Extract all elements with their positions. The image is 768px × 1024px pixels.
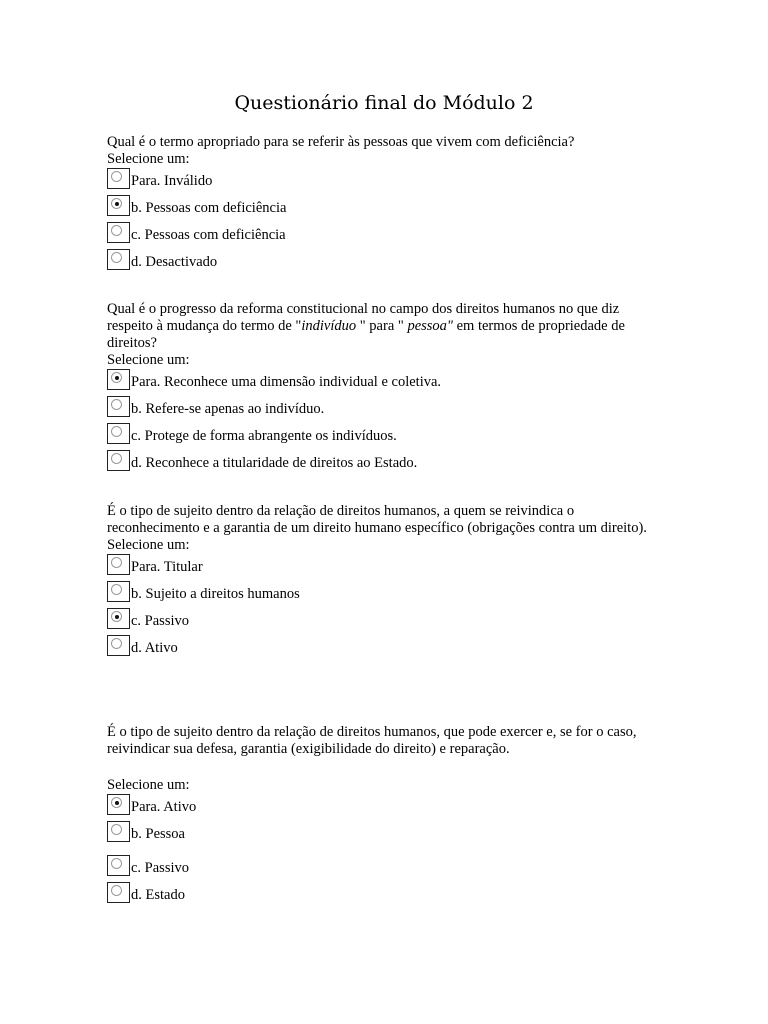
checkbox-frame <box>107 794 130 815</box>
answer-option-a[interactable] <box>107 168 667 195</box>
option-label: Para. Titular <box>131 559 203 575</box>
question-text-part: " para " <box>356 318 408 334</box>
answer-option-d[interactable] <box>107 882 667 909</box>
answer-option-b[interactable] <box>107 396 667 423</box>
option-label: c. Passivo <box>131 613 189 629</box>
checkbox-frame <box>107 821 130 842</box>
select-one-label: Selecione um: <box>107 537 190 553</box>
option-label: c. Passivo <box>131 860 189 876</box>
radio-button-icon[interactable] <box>111 372 122 383</box>
option-label: d. Desactivado <box>131 254 218 270</box>
question-text: É o tipo de sujeito dentro da relação de direitos humanos, a quem se reivindica o reconhecimento e a garantia de um direito humano específico (obrigações contra um direito). <box>107 503 647 536</box>
radio-button-icon[interactable] <box>111 611 122 622</box>
checkbox-frame <box>107 249 130 270</box>
select-one-label: Selecione um: <box>107 777 190 793</box>
checkbox-frame <box>107 369 130 390</box>
radio-button-icon[interactable] <box>111 426 122 437</box>
radio-button-icon[interactable] <box>111 198 122 209</box>
checkbox-frame <box>107 608 130 629</box>
radio-button-icon[interactable] <box>111 399 122 410</box>
checkbox-frame <box>107 554 130 575</box>
option-label: c. Protege de forma abrangente os indivíduos. <box>131 428 397 444</box>
radio-button-icon[interactable] <box>111 858 122 869</box>
answer-option-d[interactable] <box>107 635 667 662</box>
question-4 <box>107 724 667 909</box>
answer-option-b[interactable] <box>107 581 667 608</box>
option-label: b. Sujeito a direitos humanos <box>131 586 300 602</box>
option-label: b. Pessoa <box>131 826 185 842</box>
radio-button-icon[interactable] <box>111 252 122 263</box>
answer-option-a[interactable] <box>107 554 667 581</box>
radio-button-icon[interactable] <box>111 171 122 182</box>
radio-button-icon[interactable] <box>111 797 122 808</box>
option-label: b. Pessoas com deficiência <box>131 200 287 216</box>
question-text: É o tipo de sujeito dentro da relação de direitos humanos, que pode exercer e, se for o caso, reivindicar sua defesa, garantia (exigibilidade do direito) e reparação. <box>107 724 637 757</box>
answer-option-a[interactable] <box>107 369 667 396</box>
checkbox-frame <box>107 855 130 876</box>
option-label: Para. Ativo <box>131 799 197 815</box>
question-text-part: em termos de propriedade de direitos? <box>107 318 625 351</box>
question-3 <box>107 503 667 662</box>
select-one-label: Selecione um: <box>107 352 190 368</box>
checkbox-frame <box>107 635 130 656</box>
page-title: Questionário final do Módulo 2 <box>234 92 534 114</box>
checkbox-frame <box>107 423 130 444</box>
option-label: d. Reconhece a titularidade de direitos ao Estado. <box>131 455 418 471</box>
option-label: Para. Reconhece uma dimensão individual e coletiva. <box>131 374 442 390</box>
answer-option-c[interactable] <box>107 222 667 249</box>
question-text <box>107 301 667 352</box>
radio-button-icon[interactable] <box>111 453 122 464</box>
radio-button-icon[interactable] <box>111 824 122 835</box>
answer-option-b[interactable] <box>107 195 667 222</box>
answer-option-d[interactable] <box>107 249 667 276</box>
option-label: d. Estado <box>131 887 185 903</box>
answer-option-c[interactable] <box>107 423 667 450</box>
answer-option-c[interactable] <box>107 608 667 635</box>
option-label: d. Ativo <box>131 640 178 656</box>
answer-option-a[interactable] <box>107 794 667 821</box>
answer-option-b[interactable] <box>107 821 667 855</box>
question-text-italic: pessoa" <box>407 318 453 334</box>
radio-button-icon[interactable] <box>111 638 122 649</box>
checkbox-frame <box>107 195 130 216</box>
answer-option-d[interactable] <box>107 450 667 477</box>
option-label: c. Pessoas com deficiência <box>131 227 286 243</box>
option-label: b. Refere-se apenas ao indivíduo. <box>131 401 325 417</box>
answer-option-c[interactable] <box>107 855 667 882</box>
radio-button-icon[interactable] <box>111 885 122 896</box>
radio-button-icon[interactable] <box>111 584 122 595</box>
question-text-part: Qual é o progresso da reforma constitucional no campo dos direitos humanos no que diz respeito à mudança do termo de " <box>107 301 620 334</box>
radio-button-icon[interactable] <box>111 557 122 568</box>
radio-button-icon[interactable] <box>111 225 122 236</box>
checkbox-frame <box>107 396 130 417</box>
question-2 <box>107 301 667 477</box>
option-label: Para. Inválido <box>131 173 213 189</box>
checkbox-frame <box>107 450 130 471</box>
question-text: Qual é o termo apropriado para se referir às pessoas que vivem com deficiência? <box>107 134 575 150</box>
checkbox-frame <box>107 222 130 243</box>
checkbox-frame <box>107 581 130 602</box>
select-one-label: Selecione um: <box>107 151 190 167</box>
checkbox-frame <box>107 882 130 903</box>
question-text-italic: indivíduo <box>301 318 357 334</box>
checkbox-frame <box>107 168 130 189</box>
question-1 <box>107 134 667 276</box>
